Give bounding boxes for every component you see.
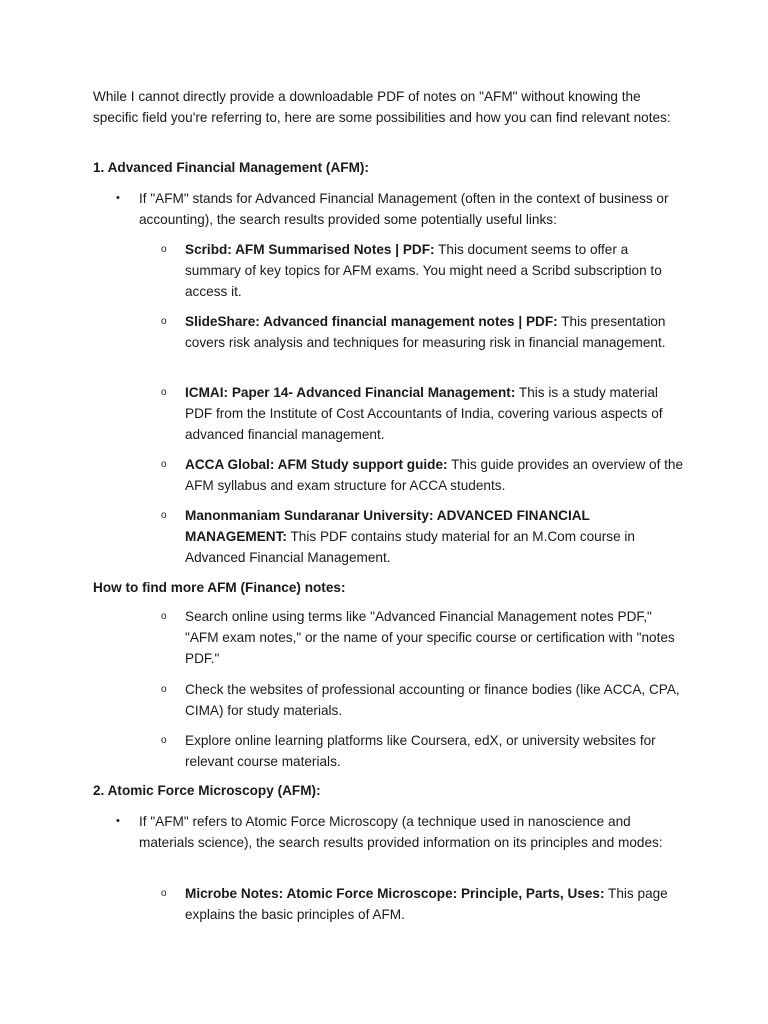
section1-item-1 <box>185 239 685 302</box>
howto-item-3: Explore online learning platforms like Coursera, edX, or university websites for relevant course materials. <box>185 733 656 769</box>
bullet-marker: • <box>116 192 120 204</box>
section1-bullet-text: If "AFM" stands for Advanced Financial Management (often in the context of business or accounting), the search results provided some potentially useful links: <box>139 191 669 227</box>
item-text: This is a study material PDF from the Institute of Cost Accountants of India, covering various aspects of advanced financial management. <box>185 385 663 442</box>
section1-item-4 <box>185 454 685 496</box>
item-text: This document seems to offer a summary of key topics for AFM exams. You might need a Scribd subscription to access it. <box>185 242 662 299</box>
sub-bullet-marker: o <box>161 244 167 255</box>
sub-bullet-marker: o <box>161 387 167 398</box>
item-title: ICMAI: Paper 14- Advanced Financial Management: <box>185 385 516 400</box>
sub-bullet-marker: o <box>161 316 167 327</box>
howto-item-1: Search online using terms like "Advanced Financial Management notes PDF," "AFM exam notes," or the name of your specific course or certification with "notes PDF." <box>185 609 675 666</box>
section1-item-5 <box>185 505 685 568</box>
howto-heading: How to find more AFM (Finance) notes: <box>93 580 346 595</box>
item-text: This presentation covers risk analysis and techniques for measuring risk in financial management. <box>185 314 666 350</box>
item-text: This guide provides an overview of the AFM syllabus and exam structure for ACCA students. <box>185 457 684 493</box>
section2-heading: 2. Atomic Force Microscopy (AFM): <box>93 783 321 798</box>
bullet-marker: • <box>116 815 120 827</box>
item-text: This PDF contains study material for an M.Com course in Advanced Financial Management. <box>185 529 635 565</box>
sub-bullet-marker: o <box>161 459 167 470</box>
howto-item-2: Check the websites of professional accounting or finance bodies (like ACCA, CPA, CIMA) for study materials. <box>185 682 680 718</box>
sub-bullet-marker: o <box>161 735 167 746</box>
sub-bullet-marker: o <box>161 684 167 695</box>
item-text: This page explains the basic principles of AFM. <box>185 886 668 922</box>
item-title: ACCA Global: AFM Study support guide: <box>185 457 448 472</box>
item-title: Scribd: AFM Summarised Notes | PDF: <box>185 242 435 257</box>
item-title: Microbe Notes: Atomic Force Microscope: Principle, Parts, Uses: <box>185 886 605 901</box>
section1-heading: 1. Advanced Financial Management (AFM): <box>93 160 369 175</box>
sub-bullet-marker: o <box>161 611 167 622</box>
item-title: SlideShare: Advanced financial management notes | PDF: <box>185 314 558 329</box>
section2-item-1 <box>185 883 685 925</box>
sub-bullet-marker: o <box>161 510 167 521</box>
intro-paragraph: While I cannot directly provide a downloadable PDF of notes on "AFM" without knowing the specific field you're referring to, here are some possibilities and how you can find relevant notes: <box>93 89 671 125</box>
section1-item-3 <box>185 382 685 445</box>
sub-bullet-marker: o <box>161 888 167 899</box>
item-title: Manonmaniam Sundaranar University: ADVANCED FINANCIAL MANAGEMENT: <box>185 508 590 544</box>
section2-bullet-text: If "AFM" refers to Atomic Force Microscopy (a technique used in nanoscience and materials science), the search results provided information on its principles and modes: <box>139 814 663 850</box>
section1-item-2 <box>185 311 685 353</box>
